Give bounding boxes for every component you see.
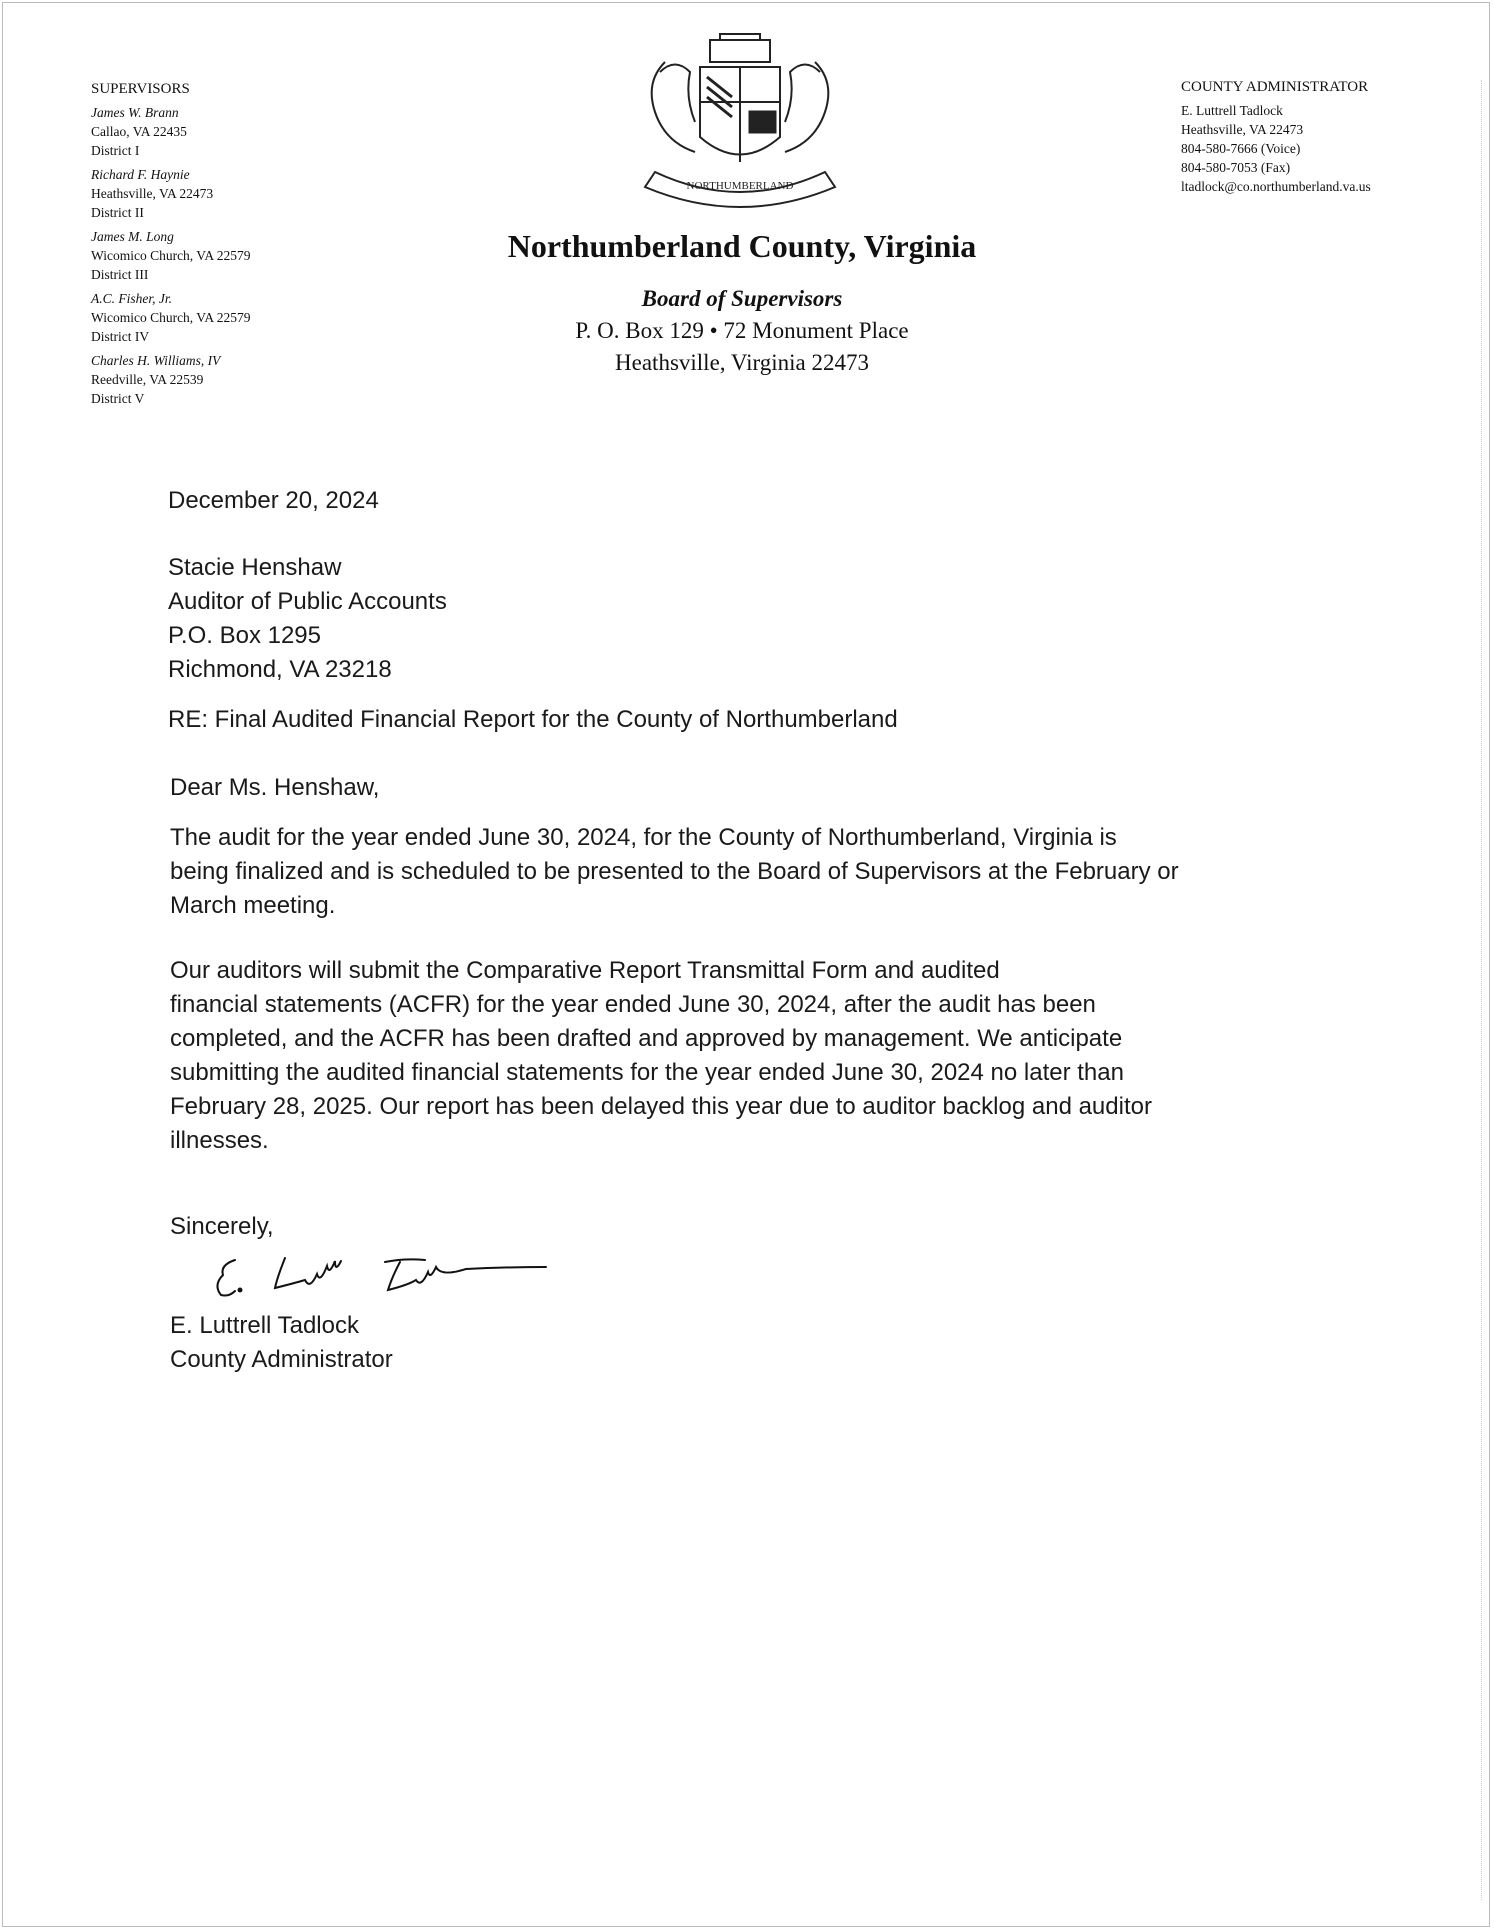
supervisor-name: James M. Long [91,229,174,244]
supervisor-name: Charles H. Williams, IV [91,353,221,368]
administrator-voice: 804-580-7666 (Voice) [1181,141,1301,156]
supervisor-address: Heathsville, VA 22473 [91,186,214,201]
salutation: Dear Ms. Henshaw, [170,774,380,801]
signature-icon [205,1250,585,1300]
subject-line: RE: Final Audited Financial Report for the County of Northumberland [168,706,898,733]
svg-text:NORTHUMBERLAND: NORTHUMBERLAND [686,180,794,192]
administrator-block [1181,78,1371,196]
county-seal-icon [625,32,855,217]
paragraph-line: submitting the audited financial statements for the year ended June 30, 2024 no later than [170,1059,1124,1086]
supervisor [91,103,250,160]
paragraph-1 [170,821,1179,923]
supervisor-district: District V [91,391,145,406]
supervisor-district: District III [91,267,149,282]
administrator-address: Heathsville, VA 22473 [1181,122,1304,137]
supervisor-address: Wicomico Church, VA 22579 [91,310,251,325]
supervisor-name: A.C. Fisher, Jr. [91,291,172,306]
closing: Sincerely, [170,1213,274,1240]
letterhead-address-line1: P. O. Box 129 • 72 Monument Place [575,318,909,343]
paragraph-2 [170,954,1152,1158]
supervisor-district: District II [91,205,144,220]
supervisor-address: Wicomico Church, VA 22579 [91,248,251,263]
board-name: Board of Supervisors [641,286,843,311]
supervisor-address: Reedville, VA 22539 [91,372,204,387]
paragraph-line: financial statements (ACFR) for the year ended June 30, 2024, after the audit has been [170,991,1096,1018]
paragraph-line: The audit for the year ended June 30, 2024, for the County of Northumberland, Virginia is [170,824,1117,851]
administrator-fax: 804-580-7053 (Fax) [1181,160,1291,175]
supervisor-district: District IV [91,329,150,344]
paragraph-line: illnesses. [170,1127,269,1154]
letterhead-address-line2: Heathsville, Virginia 22473 [615,350,869,375]
signer-block [170,1309,393,1377]
administrator-name: E. Luttrell Tadlock [1181,103,1283,118]
supervisor-district: District I [91,143,140,158]
letter-date: December 20, 2024 [168,487,379,514]
supervisor-name: Richard F. Haynie [91,167,190,182]
recipient-line: Stacie Henshaw [168,554,342,581]
supervisors-heading: SUPERVISORS [91,81,190,97]
signer-name: E. Luttrell Tadlock [170,1312,359,1339]
recipient-line: Auditor of Public Accounts [168,588,447,615]
administrator-email: ltadlock@co.northumberland.va.us [1181,179,1371,194]
paragraph-line: being finalized and is scheduled to be presented to the Board of Supervisors at the February or [170,858,1179,885]
paragraph-line: March meeting. [170,892,336,919]
supervisor-address: Callao, VA 22435 [91,124,187,139]
paragraph-line: Our auditors will submit the Comparative Report Transmittal Form and audited [170,957,1000,984]
recipient-line: P.O. Box 1295 [168,622,321,649]
supervisor [91,165,250,222]
page-title: Northumberland County, Virginia [507,228,977,264]
signer-title: County Administrator [170,1346,393,1373]
supervisor-name: James W. Brann [91,105,179,120]
paragraph-line: February 28, 2025. Our report has been delayed this year due to auditor backlog and auditor [170,1093,1152,1120]
administrator-heading: COUNTY ADMINISTRATOR [1181,79,1369,95]
recipient-block [168,551,447,687]
recipient-line: Richmond, VA 23218 [168,656,392,683]
paragraph-line: completed, and the ACFR has been drafted and approved by management. We anticipate [170,1025,1123,1052]
